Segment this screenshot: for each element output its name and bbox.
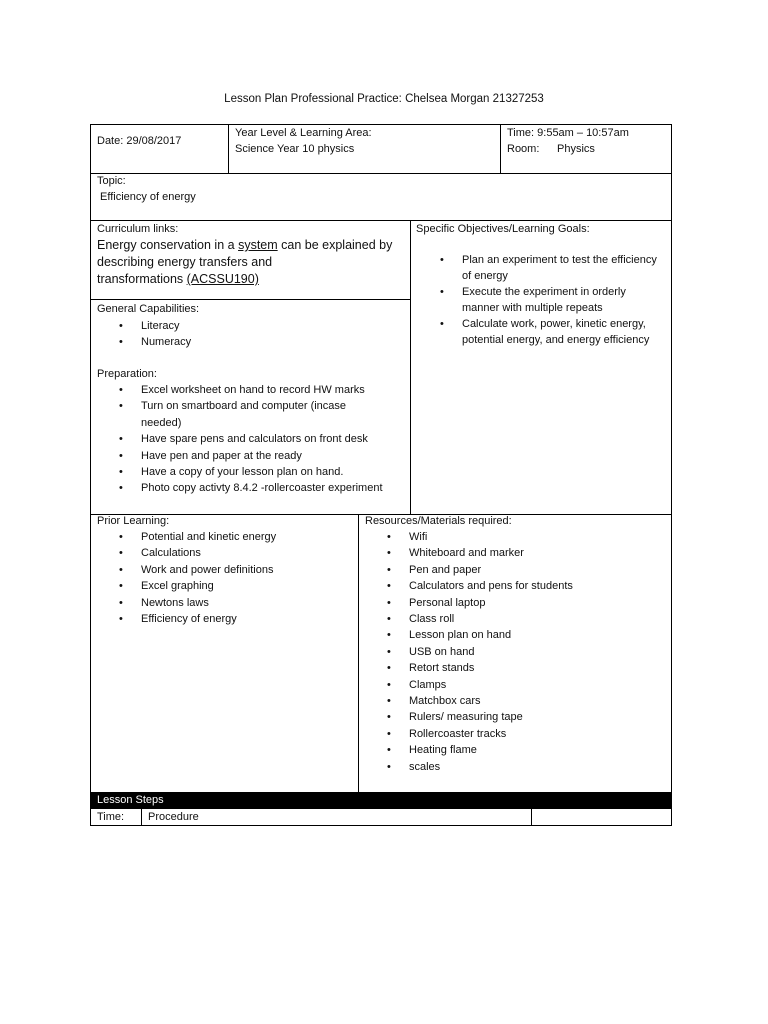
- list-item: • Literacy: [115, 318, 191, 334]
- procedure-header: Procedure: [148, 811, 199, 823]
- topic-value: Efficiency of energy: [100, 191, 196, 203]
- capabilities-list: [115, 318, 191, 351]
- curriculum-line-1: Energy conservation in a system can be explained by: [97, 238, 393, 252]
- procedure-header-cell: [141, 808, 532, 826]
- year-level-label: Year Level & Learning Area:: [235, 127, 372, 139]
- list-item: • Lesson plan on hand: [383, 627, 573, 643]
- topic-label: Topic:: [97, 175, 126, 187]
- list-item: • Excel worksheet on hand to record HW marks: [115, 382, 407, 398]
- lesson-steps-header: Lesson Steps: [90, 792, 672, 809]
- list-item: • Pen and paper: [383, 562, 573, 578]
- list-item: • Rulers/ measuring tape: [383, 709, 573, 725]
- resources-list: [383, 529, 573, 775]
- year-level-value: Science Year 10 physics: [235, 143, 355, 155]
- system-link[interactable]: system: [238, 238, 278, 252]
- list-item: • Turn on smartboard and computer (incase needed): [115, 398, 356, 431]
- list-item: • Newtons laws: [115, 595, 276, 611]
- room-label: Room:: [507, 143, 540, 155]
- list-item: • Calculations: [115, 545, 276, 561]
- list-item: • Class roll: [383, 611, 573, 627]
- list-item: • Calculators and pens for students: [383, 578, 573, 594]
- list-item: • USB on hand: [383, 644, 573, 660]
- list-item: • Work and power definitions: [115, 562, 276, 578]
- time-text: Time: 9:55am – 10:57am: [507, 127, 629, 139]
- list-item: • Execute the experiment in orderly manner with multiple repeats: [436, 284, 666, 316]
- list-item: • Efficiency of energy: [115, 611, 276, 627]
- curriculum-divider: [91, 299, 410, 300]
- resources-label: Resources/Materials required:: [365, 515, 512, 527]
- curriculum-label: Curriculum links:: [97, 223, 179, 235]
- list-item: • Rollercoaster tracks: [383, 726, 573, 742]
- list-item: • Heating flame: [383, 742, 573, 758]
- objectives-label: Specific Objectives/Learning Goals:: [416, 223, 590, 235]
- date-cell: [90, 124, 229, 174]
- time-header: Time:: [97, 811, 125, 823]
- preparation-label: Preparation:: [97, 368, 157, 380]
- list-item: • Potential and kinetic energy: [115, 529, 276, 545]
- list-item: • Numeracy: [115, 334, 191, 350]
- list-item: • Excel graphing: [115, 578, 276, 594]
- list-item: • Have pen and paper at the ready: [115, 448, 407, 464]
- curriculum-line-2: describing energy transfers and: [97, 255, 273, 269]
- date-text: Date: 29/08/2017: [97, 135, 182, 147]
- list-item: • scales: [383, 759, 573, 775]
- acssu190-link[interactable]: (ACSSU190): [186, 272, 259, 286]
- prior-learning-list: [115, 529, 276, 627]
- curriculum-line-3: transformations (ACSSU190): [97, 272, 259, 286]
- capabilities-label: General Capabilities:: [97, 303, 200, 315]
- prior-learning-label: Prior Learning:: [97, 515, 170, 527]
- extra-header-cell: [531, 808, 672, 826]
- list-item: • Photo copy activty 8.4.2 -rollercoaster experiment: [115, 480, 407, 496]
- list-item: • Wifi: [383, 529, 573, 545]
- list-item: • Calculate work, power, kinetic energy, potential energy, and energy efficiency: [436, 316, 666, 348]
- list-item: • Plan an experiment to test the efficiency of energy: [436, 252, 666, 284]
- list-item: • Have a copy of your lesson plan on hand.: [115, 464, 407, 480]
- list-item: • Retort stands: [383, 660, 573, 676]
- list-item: • Matchbox cars: [383, 693, 573, 709]
- document-title: Lesson Plan Professional Practice: Chelsea Morgan 21327253: [224, 93, 544, 105]
- list-item: • Have spare pens and calculators on front desk: [115, 431, 407, 447]
- list-item: • Personal laptop: [383, 595, 573, 611]
- objectives-list: [410, 252, 666, 348]
- list-item: • Whiteboard and marker: [383, 545, 573, 561]
- list-item: • Clamps: [383, 677, 573, 693]
- room-value: Physics: [557, 143, 595, 155]
- preparation-list: [115, 382, 407, 497]
